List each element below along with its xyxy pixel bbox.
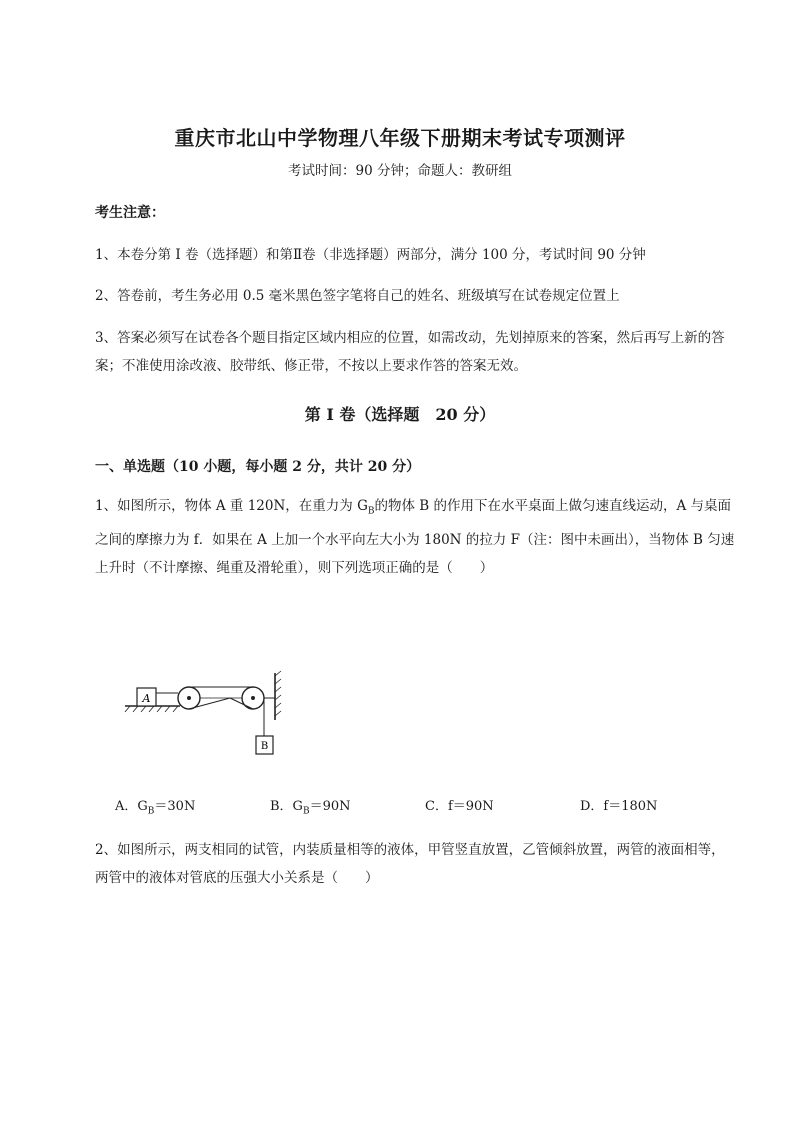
part-heading: 一、单选题（10 小题，每小题 2 分，共计 20 分） — [95, 459, 421, 475]
option-d[interactable]: D．f＝180N — [580, 799, 658, 814]
option-b[interactable]: B．$G_B=90N$ — [270, 799, 351, 817]
question-1-text: 1、如图所示，物体 A 重 120N，在重力为 G — [95, 498, 368, 514]
question-1-sub: B — [367, 506, 375, 517]
question-1-text-2: 的物体 B 的作用下在水平桌面上做匀速直线运动，A 与桌面之间的摩擦力为 f．如果在 A 上加一个水平向左大小为 180N 的拉力 F（注：图中未画出），当物体 B 匀速上升时（不计摩擦、绳重及滑轮重），则下列选项正确的是（ ） — [95, 498, 735, 576]
option-a[interactable]: A．$G_B=30N$ — [115, 799, 196, 817]
section-title: 第 I 卷（选择题 20 分） — [304, 405, 496, 424]
notice-item-3: 3、答案必须写在试卷各个题目指定区域内相应的位置，如需改动，先划掉原来的答案，然后再写上新的答案；不准使用涂改液、胶带纸、修正带，不按以上要求作答的答案无效。 — [95, 330, 725, 374]
option-c[interactable]: C．f＝90N — [425, 799, 494, 814]
notice-item-1: 1、本卷分第 I 卷（选择题）和第Ⅱ卷（非选择题）两部分，满分 100 分，考试时间 90 分钟 — [95, 247, 646, 263]
question-1 — [95, 492, 735, 582]
notice-heading: 考生注意： — [95, 205, 165, 221]
exam-info: 考试时间：90 分钟；命题人：教研组 — [288, 163, 512, 179]
block-b-label: B — [260, 741, 269, 752]
pulley-figure — [120, 668, 300, 772]
page-title: 重庆市北山中学物理八年级下册期末考试专项测评 — [174, 126, 626, 150]
question-2: 2、如图所示，两支相同的试管，内装质量相等的液体，甲管竖直放置，乙管倾斜放置，两管的液面相等，两管中的液体对管底的压强大小关系是（ ） — [95, 842, 725, 886]
block-a-label: A — [142, 692, 151, 705]
pulley-diagram — [120, 668, 300, 768]
question-1-options — [115, 795, 735, 817]
notice-item-2: 2、答卷前，考生务必用 0.5 毫米黑色签字笔将自己的姓名、班级填写在试卷规定位置上 — [95, 288, 620, 304]
